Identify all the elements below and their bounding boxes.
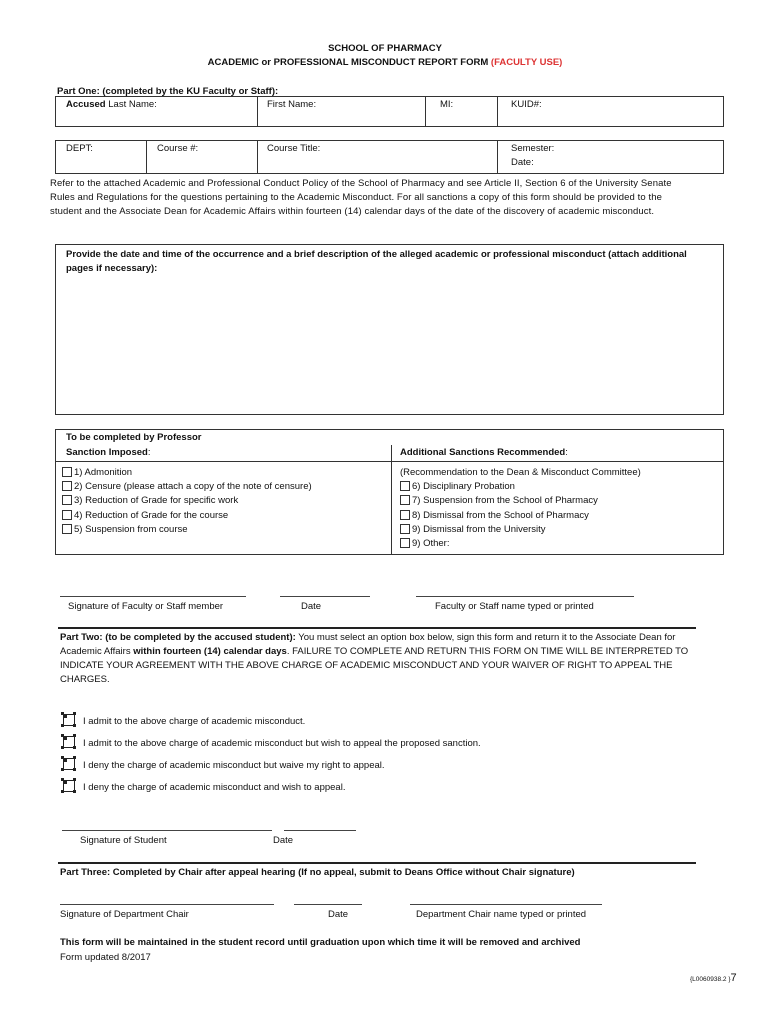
mi-field[interactable]: MI: xyxy=(440,99,454,110)
checkbox[interactable] xyxy=(62,510,72,520)
faculty-date-label: Date xyxy=(301,601,322,612)
record-notice: This form will be maintained in the student record until graduation upon which time it will be removed and archived xyxy=(60,937,581,948)
sanction-option[interactable]: 4) Reduction of Grade for the course xyxy=(62,509,312,523)
accused-last-name-field[interactable]: Accused Last Name: xyxy=(66,99,157,110)
chair-signature-label: Signature of Department Chair xyxy=(60,909,189,920)
form-updated: Form updated 8/2017 xyxy=(60,952,151,963)
checkbox[interactable] xyxy=(400,495,410,505)
part-three-heading: Part Three: Completed by Chair after appeal hearing (If no appeal, submit to Deans Office without Chair signature) xyxy=(60,867,575,878)
professor-heading: To be completed by Professor xyxy=(66,432,202,443)
course-number-field[interactable]: Course #: xyxy=(157,143,199,154)
sanction-option[interactable]: 2) Censure (please attach a copy of the note of censure) xyxy=(62,480,312,494)
checkbox[interactable] xyxy=(62,481,72,491)
checkbox[interactable] xyxy=(62,495,72,505)
checkbox[interactable] xyxy=(62,524,72,534)
course-row xyxy=(55,140,724,174)
sanction-imposed-label: Sanction Imposed: xyxy=(66,447,151,458)
faculty-date-line[interactable] xyxy=(280,596,370,597)
chair-date-label: Date xyxy=(328,909,349,920)
sanction-option[interactable]: 1) Admonition xyxy=(62,466,312,480)
recommendation-note: (Recommendation to the Dean & Misconduct Committee) xyxy=(400,467,641,478)
part-one-heading: Part One: (completed by the KU Faculty or Staff): xyxy=(57,86,279,97)
sanction-option[interactable]: 5) Suspension from course xyxy=(62,523,312,537)
chair-date-line[interactable] xyxy=(294,904,362,905)
checkbox[interactable] xyxy=(63,758,75,770)
policy-paragraph: Refer to the attached Academic and Professional Conduct Policy of the School of Pharmacy and see Article II, Section 6 of the University Senate Rules and Regulations for the questions pertaining to the Academic Misconduct. For all sanctions a copy of this form should be provided to the student and the Associate Dean for Academic Affairs within fourteen (14) calendar days of the date of the discovery of academic misconduct. xyxy=(50,178,672,217)
description-prompt: Provide the date and time of the occurrence and a brief description of the alleged academic or professional misconduct (attach additional pages if necessary): xyxy=(66,249,687,274)
chair-signature-line[interactable] xyxy=(60,904,274,905)
additional-sanctions-label: Additional Sanctions Recommended: xyxy=(400,447,568,458)
faculty-name-line[interactable] xyxy=(416,596,634,597)
checkbox[interactable] xyxy=(63,714,75,726)
part-two-instructions: Part Two: (to be completed by the accused student): You must select an option box below, sign this form and return it to the Associate Dean for Academic Affairs within fourteen (14) calendar days. FAILURE TO COMPLETE AND RETURN THIS FORM ON TIME WILL BE INTERPRETED TO INDICATE YOUR AGREEMENT WITH THE ABOVE CHARGE OF ACADEMIC MISCONDUCT AND YOUR WAIVER OF RIGHT TO APPEAL THE CHARGES. xyxy=(60,632,689,685)
page-number: 7 xyxy=(730,972,737,984)
first-name-field[interactable]: First Name: xyxy=(267,99,317,110)
checkbox[interactable] xyxy=(62,467,72,477)
course-title-field[interactable]: Course Title: xyxy=(267,143,321,154)
checkbox[interactable] xyxy=(63,780,75,792)
student-date-line[interactable] xyxy=(284,830,356,831)
faculty-name-label: Faculty or Staff name typed or printed xyxy=(435,601,594,612)
checkbox[interactable] xyxy=(400,510,410,520)
semester-field[interactable]: Semester: xyxy=(511,143,555,154)
student-option[interactable]: I deny the charge of academic misconduct but waive my right to appeal. xyxy=(63,755,481,777)
kuid-field[interactable]: KUID#: xyxy=(511,99,542,110)
chair-name-line[interactable] xyxy=(410,904,602,905)
sanction-option[interactable]: 3) Reduction of Grade for specific work xyxy=(62,494,312,508)
part-two-options xyxy=(63,711,481,799)
additional-option[interactable]: 6) Disciplinary Probation xyxy=(400,480,641,494)
student-signature-line[interactable] xyxy=(62,830,272,831)
student-date-label: Date xyxy=(273,835,294,846)
checkbox[interactable] xyxy=(400,481,410,491)
additional-option[interactable]: 9) Dismissal from the University xyxy=(400,523,641,537)
faculty-signature-label: Signature of Faculty or Staff member xyxy=(68,601,224,612)
student-option[interactable]: I admit to the above charge of academic misconduct but wish to appeal the proposed sanction. xyxy=(63,733,481,755)
school-title: SCHOOL OF PHARMACY xyxy=(328,43,442,54)
student-option[interactable]: I admit to the above charge of academic misconduct. xyxy=(63,711,481,733)
student-option[interactable]: I deny the charge of academic misconduct and wish to appeal. xyxy=(63,777,481,799)
document-id: {L0060938.2 }7 xyxy=(690,972,737,984)
additional-option[interactable]: 7) Suspension from the School of Pharmacy xyxy=(400,494,641,508)
additional-option[interactable]: 8) Dismissal from the School of Pharmacy xyxy=(400,509,641,523)
sanction-list xyxy=(62,466,312,537)
form-title: ACADEMIC or PROFESSIONAL MISCONDUCT REPORT FORM (FACULTY USE) xyxy=(207,57,563,68)
checkbox[interactable] xyxy=(400,524,410,534)
additional-option[interactable]: 9) Other: xyxy=(400,537,641,551)
additional-sanction-list xyxy=(400,466,641,551)
checkbox[interactable] xyxy=(400,538,410,548)
chair-name-label: Department Chair name typed or printed xyxy=(416,909,587,920)
faculty-signature-line[interactable] xyxy=(60,596,246,597)
faculty-use-tag: (FACULTY USE) xyxy=(490,57,563,68)
student-signature-label: Signature of Student xyxy=(80,835,167,846)
checkbox[interactable] xyxy=(63,736,75,748)
date-field[interactable]: Date: xyxy=(511,157,534,168)
dept-field[interactable]: DEPT: xyxy=(66,143,93,154)
